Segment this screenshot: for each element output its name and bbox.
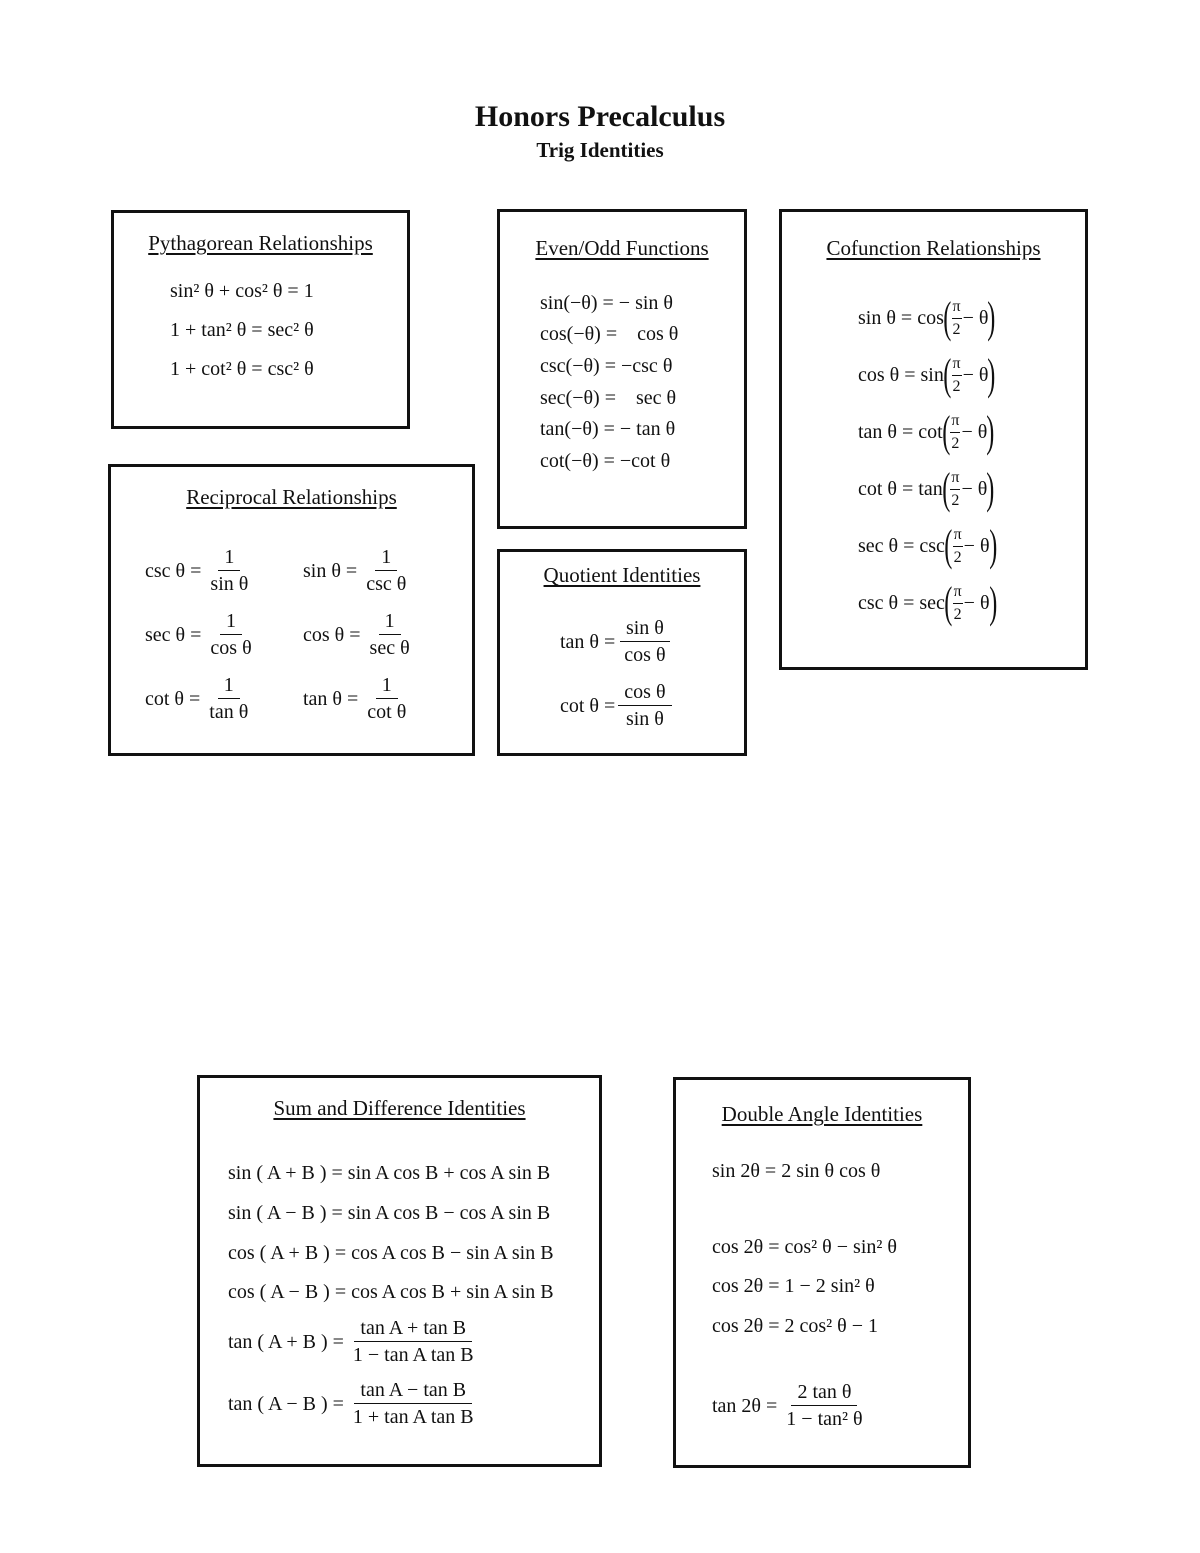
even-odd-eq-5: tan(−θ) = − tan θ	[540, 418, 676, 440]
cofunction-eq-5: sec θ = csc ( $\frac{\pi}{2}$ − θ )	[858, 521, 997, 570]
sum-difference-eq-4: cos ( A − B ) = cos A cos B + sin A sin B	[228, 1281, 554, 1303]
reciprocal-eq-4: cos θ = $\frac{1}{\text{sec θ}}$	[303, 610, 410, 659]
reciprocal-eq-3: sec θ = $\frac{1}{\text{cos θ}}$	[145, 610, 252, 659]
sum-difference-title: Sum and Difference Identities	[273, 1096, 526, 1120]
even-odd-eq-6: cot(−θ) = −cot θ	[540, 450, 671, 472]
double-angle-eq-5: tan 2θ = $\frac{\text{2 tan θ}}{\text{1 − tan² θ}}$	[712, 1381, 863, 1430]
quotient-title: Quotient Identities	[543, 563, 701, 587]
double-angle-eq-2: cos 2θ = cos² θ − sin² θ	[712, 1236, 897, 1258]
even-odd-title: Even/Odd Functions	[535, 236, 709, 260]
quotient-box	[497, 549, 747, 756]
reciprocal-eq-2: sin θ = $\frac{1}{\text{csc θ}}$	[303, 546, 407, 595]
even-odd-eq-2: cos(−θ) = cos θ	[540, 323, 679, 345]
cofunction-eq-3: tan θ = cot ( $\frac{\pi}{2}$ − θ )	[858, 407, 995, 456]
reciprocal-eq-1: csc θ = $\frac{1}{\text{sin θ}}$	[145, 546, 249, 595]
quotient-eq-1: tan θ = $\frac{\text{sin θ}}{\text{cos θ}}$	[560, 618, 675, 665]
pythagorean-eq-1: sin² θ + cos² θ = 1	[170, 280, 314, 302]
quotient-eq-2: cot θ = $\frac{\text{cos θ}}{\text{sin θ}}$	[560, 682, 675, 729]
double-angle-title: Double Angle Identities	[721, 1102, 923, 1126]
reciprocal-title: Reciprocal Relationships	[186, 485, 397, 509]
cofunction-eq-6: csc θ = sec ( $\frac{\pi}{2}$ − θ )	[858, 578, 997, 627]
cofunction-eq-2: cos θ = sin ( $\frac{\pi}{2}$ − θ )	[858, 350, 996, 399]
cofunction-eq-1: sin θ = cos ( $\frac{\pi}{2}$ − θ )	[858, 293, 996, 342]
pythagorean-box	[111, 210, 410, 429]
sum-difference-eq-2: sin ( A − B ) = sin A cos B − cos A sin B	[228, 1202, 551, 1224]
sum-difference-eq-1: sin ( A + B ) = sin A cos B + cos A sin B	[228, 1162, 551, 1184]
pythagorean-eq-3: 1 + cot² θ = csc² θ	[170, 358, 314, 380]
pythagorean-eq-2: 1 + tan² θ = sec² θ	[170, 319, 314, 341]
cofunction-eq-4: cot θ = tan ( $\frac{\pi}{2}$ − θ )	[858, 464, 995, 513]
sum-difference-eq-5: tan ( A + B ) = $\frac{\text{tan A + tan B}}{\text{1 − tan A tan B}}$	[228, 1317, 474, 1366]
page-subtitle: Trig Identities	[536, 138, 664, 162]
double-angle-eq-3: cos 2θ = 1 − 2 sin² θ	[712, 1275, 875, 1297]
sum-difference-box	[197, 1075, 602, 1467]
double-angle-box	[673, 1077, 971, 1468]
even-odd-box	[497, 209, 747, 529]
even-odd-eq-1: sin(−θ) = − sin θ	[540, 292, 673, 314]
reciprocal-eq-6: tan θ = $\frac{1}{\text{cot θ}}$	[303, 674, 407, 723]
cofunction-title: Cofunction Relationships	[826, 236, 1041, 260]
reciprocal-eq-5: cot θ = $\frac{1}{\text{tan θ}}$	[145, 674, 249, 723]
even-odd-eq-3: csc(−θ) = −csc θ	[540, 355, 673, 377]
reciprocal-box	[108, 464, 475, 756]
page-title: Honors Precalculus	[474, 100, 726, 133]
sum-difference-eq-6: tan ( A − B ) = $\frac{\text{tan A − tan B}}{\text{1 + tan A tan B}}$	[228, 1379, 474, 1428]
double-angle-eq-4: cos 2θ = 2 cos² θ − 1	[712, 1315, 879, 1337]
cofunction-box	[779, 209, 1088, 670]
double-angle-eq-1: sin 2θ = 2 sin θ cos θ	[712, 1160, 881, 1182]
even-odd-eq-4: sec(−θ) = sec θ	[540, 387, 677, 409]
pythagorean-title: Pythagorean Relationships	[148, 231, 373, 255]
sum-difference-eq-3: cos ( A + B ) = cos A cos B − sin A sin B	[228, 1242, 554, 1264]
